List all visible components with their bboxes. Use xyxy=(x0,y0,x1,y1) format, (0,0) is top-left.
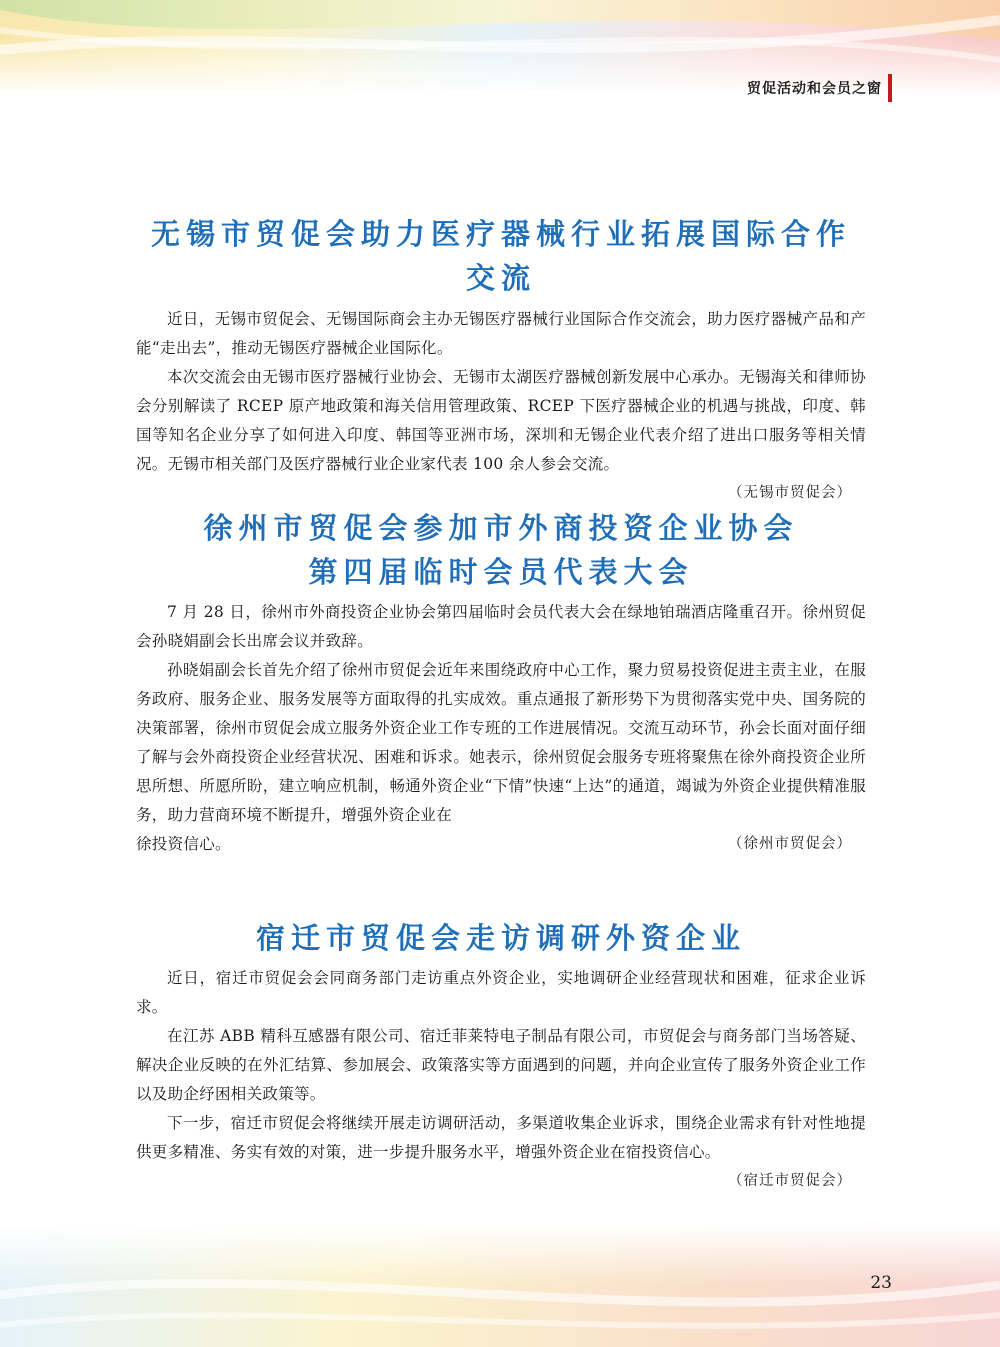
section-label: 贸促活动和会员之窗 xyxy=(747,81,882,97)
article-source: （无锡市贸促会） xyxy=(728,485,852,501)
article-paragraph: 近日，无锡市贸促会、无锡国际商会主办无锡医疗器械行业国际合作交流会，助力医疗器械产品和产能“走出去”，推动无锡医疗器械企业国际化。 xyxy=(136,310,866,357)
article-paragraph: 下一步，宿迁市贸促会将继续开展走访调研活动，多渠道收集企业诉求，围绕企业需求有针对性地提供更多精准、务实有效的对策，进一步提升服务水平，增强外资企业在宿投资信心。 xyxy=(136,1114,866,1161)
article-wuxi xyxy=(136,212,866,508)
article-title: 宿迁市贸促会走访调研外资企业 xyxy=(255,921,746,955)
article-paragraph: 孙晓娟副会长首先介绍了徐州市贸促会近年来围绕政府中心工作，聚力贸易投资促进主责主业，在服务政府、服务企业、服务发展等方面取得的扎实成效。重点通报了新形势下为贯彻落实党中央、国务院的决策部署，徐州市贸促会成立服务外资企业工作专班的工作进展情况。交流互动环节，孙会长面对面仔细了解与会外商投资企业经营状况、困难和诉求。她表示，徐州贸促会服务专班将聚焦在徐外商投资企业所思所想、所愿所盼，建立响应机制，畅通外资企业“下情”快速“上达”的通道，竭诚为外资企业提供精准服务，助力营商环境不断提升，增强外资企业在 xyxy=(136,661,866,824)
section-accent-bar xyxy=(888,74,892,102)
article-xuzhou xyxy=(136,506,866,859)
article-paragraph: 7 月 28 日，徐州市外商投资企业协会第四届临时会员代表大会在绿地铂瑞酒店隆重召开。徐州贸促会孙晓娟副会长出席会议并致辞。 xyxy=(136,603,866,650)
article-paragraph-end: 徐投资信心。 xyxy=(136,835,231,853)
article-paragraph: 本次交流会由无锡市医疗器械行业协会、无锡市太湖医疗器械创新发展中心承办。无锡海关和律师协会分别解读了 RCEP 原产地政策和海关信用管理政策、RCEP 下医疗器械企业的机遇与挑战，印度、韩国等知名企业分享了如何进入印度、韩国等亚洲市场，深圳和无锡企业代表介绍了进出口服务等相关情况。无锡市相关部门及医疗器械行业企业家代表 100 余人参会交流。 xyxy=(136,368,866,473)
article-source: （宿迁市贸促会） xyxy=(728,1173,852,1189)
article-title-line1: 徐州市贸促会参加市外商投资企业协会 xyxy=(203,511,799,545)
page-number: 23 xyxy=(870,1273,892,1293)
article-paragraph: 在江苏 ABB 精科互感器有限公司、宿迁菲莱特电子制品有限公司，市贸促会与商务部门当场答疑、解决企业反映的在外汇结算、参加展会、政策落实等方面遇到的问题，并向企业宣传了服务外资企业工作以及助企纾困相关政策等。 xyxy=(136,1027,866,1103)
footer-decorative-band xyxy=(0,1225,1000,1347)
article-source: （徐州市贸促会） xyxy=(728,836,852,852)
article-suqian xyxy=(136,916,866,1196)
article-title-line2: 第四届临时会员代表大会 xyxy=(308,555,694,589)
article-title: 无锡市贸促会助力医疗器械行业拓展国际合作交流 xyxy=(150,217,851,295)
article-paragraph: 近日，宿迁市贸促会会同商务部门走访重点外资企业，实地调研企业经营现状和困难，征求企业诉求。 xyxy=(136,969,866,1016)
article-last-line xyxy=(136,830,866,859)
